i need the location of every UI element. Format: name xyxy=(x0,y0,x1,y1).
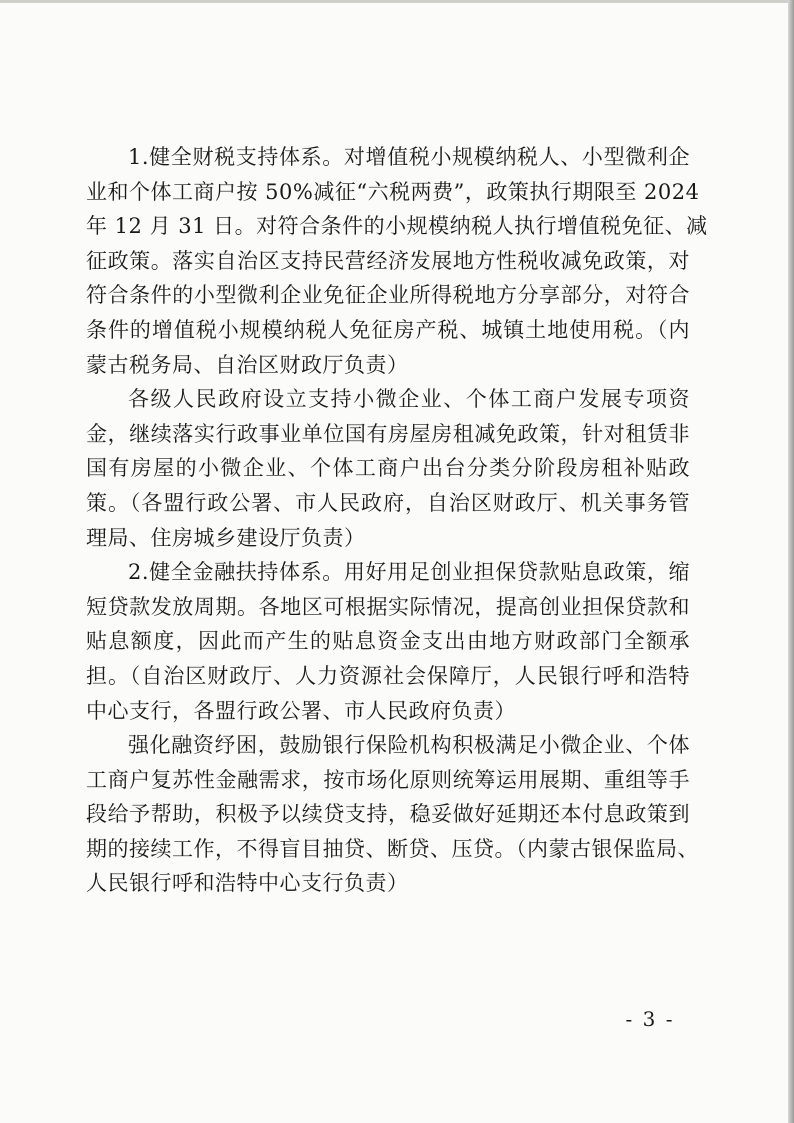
text-line: 工商户复苏性金融需求，按市场化原则统筹运用展期、重组等手 xyxy=(86,767,690,792)
text-line: 期的接续工作，不得盲目抽贷、断贷、压贷。（内蒙古银保监局、 xyxy=(86,836,699,861)
text-line: 策。（各盟行政公署、市人民政府，自治区财政厅、机关事务管 xyxy=(86,490,690,515)
scan-edge-top xyxy=(0,0,794,3)
text-line: 符合条件的小型微利企业免征企业所得税地方分享部分，对符合 xyxy=(86,283,690,308)
page-number: - 3 - xyxy=(625,1007,675,1031)
text-line: 条件的增值税小规模纳税人免征房产税、城镇土地使用税。（内 xyxy=(86,317,690,342)
text-line: 金，继续落实行政事业单位国有房屋房租减免政策，针对租赁非 xyxy=(86,421,690,446)
text-line: 征政策。落实自治区支持民营经济发展地方性税收减免政策，对 xyxy=(86,248,690,273)
text-line: 贴息额度，因此而产生的贴息资金支出由地方财政部门全额承 xyxy=(86,629,690,654)
text-line: 短贷款发放周期。各地区可根据实际情况，提高创业担保贷款和 xyxy=(86,594,690,619)
text-line: 2.健全金融扶持体系。用好用足创业担保贷款贴息政策，缩 xyxy=(128,560,690,585)
text-line: 担。（自治区财政厅、人力资源社会保障厅，人民银行呼和浩特 xyxy=(86,663,690,688)
text-line: 段给予帮助，积极予以续贷支持，稳妥做好延期还本付息政策到 xyxy=(86,802,690,827)
text-line: 1.健全财税支持体系。对增值税小规模纳税人、小型微利企 xyxy=(128,145,690,169)
scan-edge-right xyxy=(788,0,794,1123)
paragraph-fiscal-tax-support xyxy=(86,140,708,382)
paragraph-financial-support xyxy=(86,555,690,728)
text-line: 蒙古税务局、自治区财政厅负责） xyxy=(86,352,409,377)
text-line: 国有房屋的小微企业、个体工商户出台分类分阶段房租补贴政 xyxy=(86,456,690,481)
text-line: 人民银行呼和浩特中心支行负责） xyxy=(86,871,409,896)
text-line: 理局、住房城乡建设厅负责） xyxy=(86,525,366,550)
text-line: 中心支行，各盟行政公署、市人民政府负责） xyxy=(86,698,516,723)
text-line: 强化融资纾困，鼓励银行保险机构积极满足小微企业、个体 xyxy=(128,733,690,758)
text-line: 业和个体工商户按 50%减征“六税两费”，政策执行期限至 2024 xyxy=(86,179,700,204)
document-body xyxy=(86,140,708,901)
text-line: 年 12 月 31 日。对符合条件的小规模纳税人执行增值税免征、减 xyxy=(86,214,708,239)
paragraph-financing-relief xyxy=(86,728,699,901)
paragraph-special-funds xyxy=(86,382,690,555)
text-line: 各级人民政府设立支持小微企业、个体工商户发展专项资 xyxy=(128,387,690,412)
